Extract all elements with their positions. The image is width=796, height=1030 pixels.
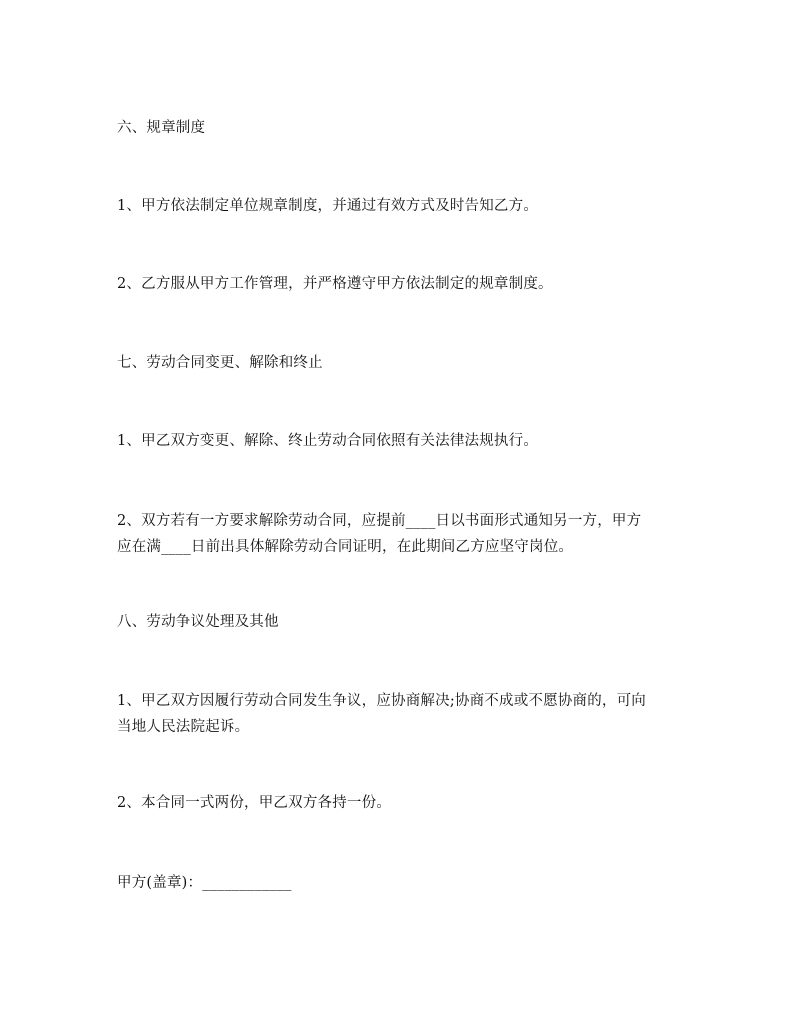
- section-6-item-1: 1、甲方依法制定单位规章制度，并通过有效方式及时告知乙方。: [117, 198, 539, 214]
- section-7-heading: 七、劳动合同变更、解除和终止: [117, 355, 323, 371]
- section-7-item-2-line-2: 应在满____日前出具体解除劳动合同证明，在此期间乙方应坚守岗位。: [117, 539, 574, 555]
- section-7-item-2: [117, 508, 685, 560]
- section-8-item-1-line-2: 当地人民法院起诉。: [117, 719, 250, 735]
- party-a-signature-line: 甲方(盖章)：____________: [117, 875, 292, 891]
- section-7-item-2-line-1: 2、双方若有一方要求解除劳动合同，应提前____日以书面形式通知另一方，甲方: [117, 513, 642, 529]
- section-8-item-1-line-1: 1、甲乙双方因履行劳动合同发生争议，应协商解决;协商不成或不愿协商的，可向: [117, 693, 647, 709]
- section-7-item-1: 1、甲乙双方变更、解除、终止劳动合同依照有关法律法规执行。: [117, 433, 539, 449]
- section-8-heading: 八、劳动争议处理及其他: [117, 614, 279, 630]
- section-8-item-1: [117, 688, 685, 740]
- section-6-heading: 六、规章制度: [117, 120, 206, 136]
- section-6-item-2: 2、乙方服从甲方工作管理，并严格遵守甲方依法制定的规章制度。: [117, 276, 553, 292]
- section-8-item-2: 2、本合同一式两份，甲乙双方各持一份。: [117, 795, 392, 811]
